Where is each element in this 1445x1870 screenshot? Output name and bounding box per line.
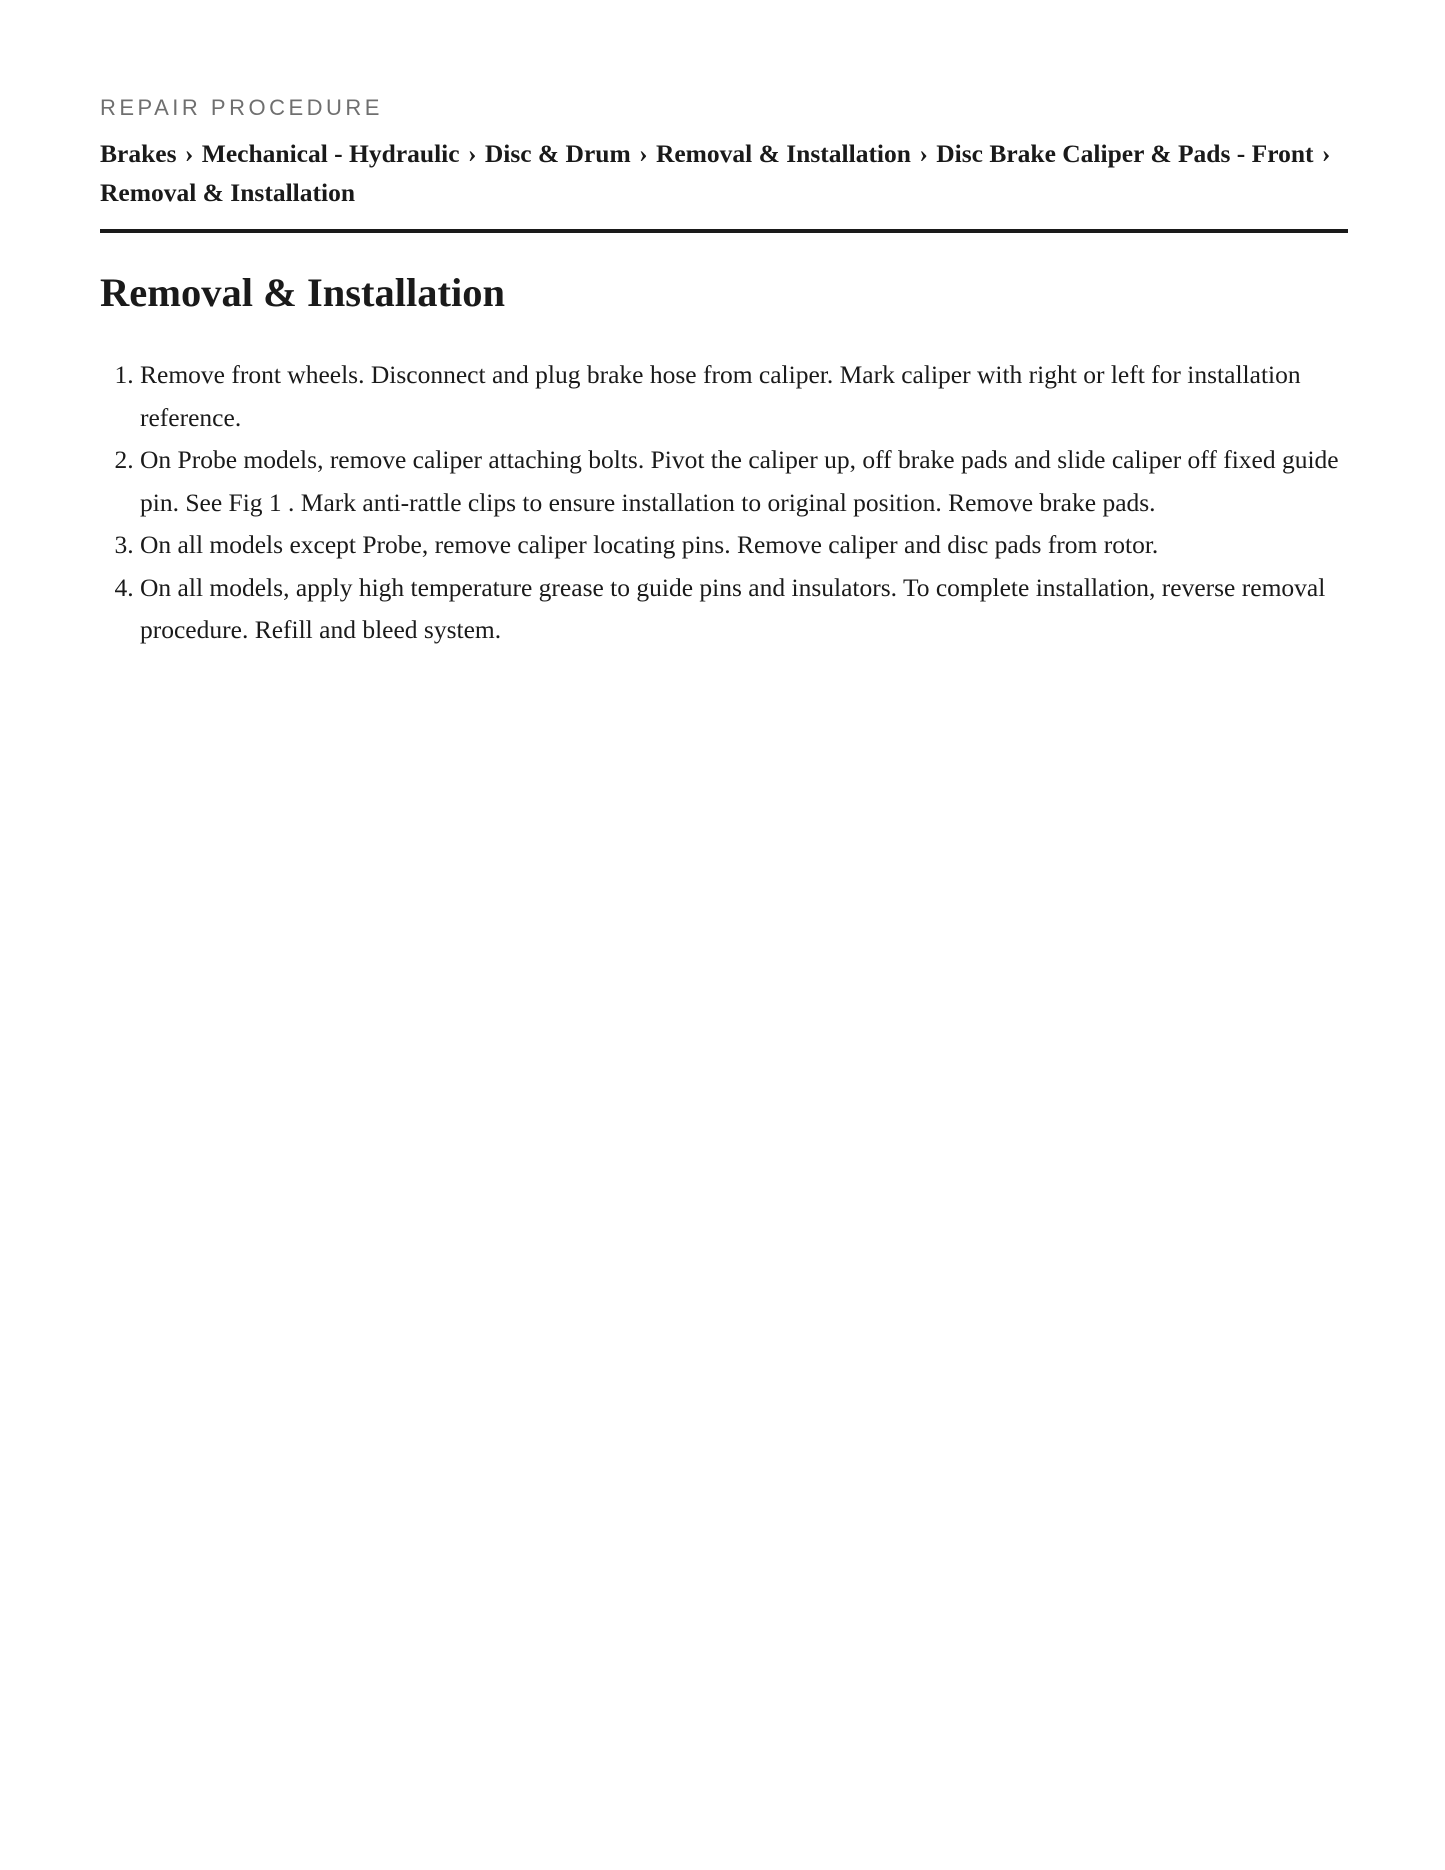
breadcrumb-item-current: Removal & Installation	[100, 178, 355, 207]
procedure-step: 2. On Probe models, remove caliper attaching bolts. Pivot the caliper up, off brake pads and slide caliper off fixed guide pin. See Fig 1 . Mark anti-rattle clips to ensure installation to original position. Remove brake pads.	[140, 439, 1348, 524]
breadcrumb-separator: ›	[467, 139, 477, 168]
procedure-steps-list	[100, 354, 1348, 652]
breadcrumb-separator: ›	[919, 139, 928, 168]
procedure-step: 3. On all models except Probe, remove caliper locating pins. Remove caliper and disc pads from rotor.	[140, 524, 1348, 567]
breadcrumb-separator: ›	[184, 139, 194, 168]
procedure-step: 1. Remove front wheels. Disconnect and plug brake hose from caliper. Mark caliper with right or left for installation reference.	[140, 354, 1348, 439]
page-title: Removal & Installation	[100, 270, 505, 315]
procedure-step: 4. On all models, apply high temperature grease to guide pins and insulators. To complete installation, reverse removal procedure. Refill and bleed system.	[140, 567, 1348, 652]
breadcrumb-item-removal-installation[interactable]: Removal & Installation	[655, 139, 911, 168]
breadcrumb-item-disc-drum[interactable]: Disc & Drum	[484, 139, 631, 168]
breadcrumb-separator: ›	[1321, 139, 1331, 168]
section-kicker: REPAIR PROCEDURE	[100, 95, 383, 120]
breadcrumb-item-brakes[interactable]: Brakes	[100, 139, 177, 168]
document-page	[100, 0, 1348, 652]
breadcrumb	[100, 134, 1348, 233]
breadcrumb-item-mechanical-hydraulic[interactable]: Mechanical - Hydraulic	[201, 139, 460, 168]
breadcrumb-separator: ›	[639, 139, 648, 168]
breadcrumb-item-disc-brake-caliper[interactable]: Disc Brake Caliper & Pads - Front	[936, 139, 1314, 168]
